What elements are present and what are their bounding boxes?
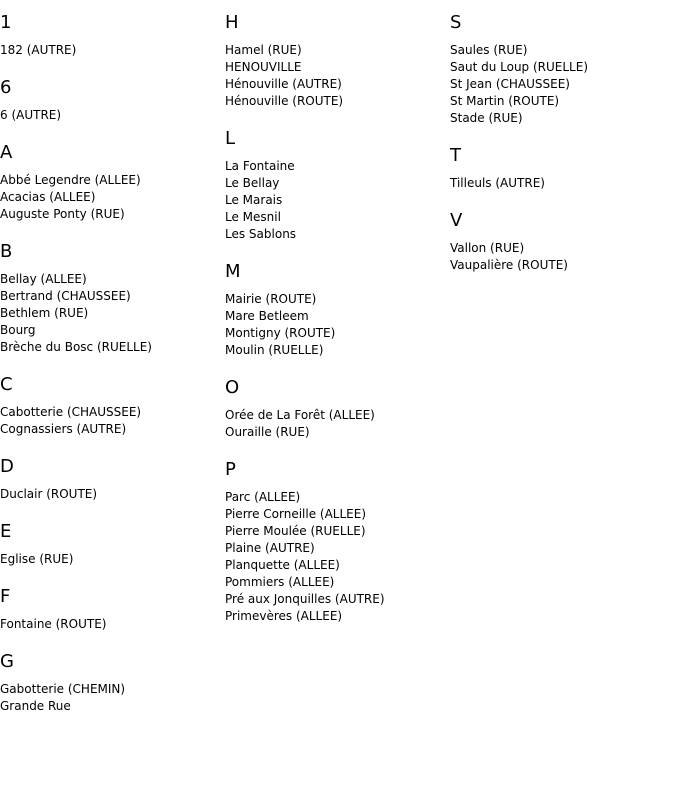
- street-link[interactable]: Planquette (ALLEE): [225, 558, 340, 572]
- street-link[interactable]: Hénouville (ROUTE): [225, 94, 344, 108]
- letter-group: [450, 145, 672, 192]
- street-link[interactable]: Vallon (RUE): [450, 241, 525, 255]
- letter-group: [225, 261, 447, 359]
- street-link[interactable]: Mare Betleem: [225, 309, 309, 323]
- street-link[interactable]: Duclair (ROUTE): [0, 487, 98, 501]
- street-link[interactable]: St Jean (CHAUSSEE): [450, 77, 570, 91]
- street-link[interactable]: Le Marais: [225, 193, 283, 207]
- street-list: [450, 42, 672, 127]
- letter-group: [0, 12, 222, 59]
- street-link[interactable]: Bethlem (RUE): [0, 306, 89, 320]
- letter-heading: A: [0, 142, 13, 163]
- street-link[interactable]: Cabotterie (CHAUSSEE): [0, 405, 142, 419]
- letter-heading: C: [0, 374, 13, 395]
- street-list: [450, 175, 672, 192]
- street-link[interactable]: Mairie (ROUTE): [225, 292, 317, 306]
- letter-heading: T: [450, 145, 461, 166]
- street-link[interactable]: Primevères (ALLEE): [225, 609, 343, 623]
- street-list: [0, 616, 222, 633]
- street-link[interactable]: Orée de La Forêt (ALLEE): [225, 408, 375, 422]
- street-link[interactable]: Hamel (RUE): [225, 43, 302, 57]
- street-link[interactable]: Auguste Ponty (RUE): [0, 207, 125, 221]
- street-link[interactable]: Moulin (RUELLE): [225, 343, 324, 357]
- street-link[interactable]: Les Sablons: [225, 227, 297, 241]
- letter-group: [225, 128, 447, 243]
- street-list: [225, 407, 447, 441]
- letter-heading: L: [225, 128, 236, 149]
- street-list: [0, 681, 222, 715]
- street-link[interactable]: Bourg: [0, 323, 36, 337]
- letter-heading: E: [0, 521, 12, 542]
- street-link[interactable]: Acacias (ALLEE): [0, 190, 96, 204]
- letter-group: [225, 459, 447, 625]
- street-link[interactable]: Parc (ALLEE): [225, 490, 301, 504]
- letter-heading: G: [0, 651, 14, 672]
- street-link[interactable]: Bellay (ALLEE): [0, 272, 87, 286]
- street-list: [225, 42, 447, 110]
- street-link[interactable]: Pierre Corneille (ALLEE): [225, 507, 367, 521]
- letter-heading: F: [0, 586, 11, 607]
- letter-heading: 6: [0, 77, 12, 98]
- letter-heading: H: [225, 12, 239, 33]
- street-link[interactable]: Pierre Moulée (RUELLE): [225, 524, 366, 538]
- street-list: [225, 489, 447, 625]
- street-link[interactable]: 182 (AUTRE): [0, 43, 77, 57]
- street-link[interactable]: Fontaine (ROUTE): [0, 617, 107, 631]
- street-link[interactable]: Ouraille (RUE): [225, 425, 310, 439]
- street-link[interactable]: Stade (RUE): [450, 111, 523, 125]
- street-link[interactable]: Pommiers (ALLEE): [225, 575, 335, 589]
- street-link[interactable]: Abbé Legendre (ALLEE): [0, 173, 141, 187]
- letter-group: [0, 241, 222, 356]
- letter-heading: V: [450, 210, 463, 231]
- street-link[interactable]: Le Bellay: [225, 176, 280, 190]
- letter-group: [450, 12, 672, 127]
- street-list: [225, 291, 447, 359]
- letter-group: [0, 142, 222, 223]
- street-link[interactable]: Bertrand (CHAUSSEE): [0, 289, 131, 303]
- street-link[interactable]: Le Mesnil: [225, 210, 281, 224]
- street-link[interactable]: Vaupalière (ROUTE): [450, 258, 568, 272]
- letter-group: [0, 521, 222, 568]
- letter-heading: O: [225, 377, 240, 398]
- street-link[interactable]: Gabotterie (CHEMIN): [0, 682, 126, 696]
- letter-heading: M: [225, 261, 241, 282]
- street-link[interactable]: Cognassiers (AUTRE): [0, 422, 127, 436]
- letter-group: [0, 77, 222, 124]
- street-list: [0, 486, 222, 503]
- street-link[interactable]: Eglise (RUE): [0, 552, 74, 566]
- street-link[interactable]: Grande Rue: [0, 699, 71, 713]
- street-link[interactable]: 6 (AUTRE): [0, 108, 62, 122]
- street-link[interactable]: Tilleuls (AUTRE): [450, 176, 545, 190]
- street-link[interactable]: St Martin (ROUTE): [450, 94, 560, 108]
- letter-heading: D: [0, 456, 14, 477]
- street-list: [450, 240, 672, 274]
- letter-group: [0, 586, 222, 633]
- street-list: [0, 172, 222, 223]
- street-index-column-3: [450, 12, 672, 292]
- letter-heading: 1: [0, 12, 12, 33]
- street-list: [0, 551, 222, 568]
- street-index-column-2: [225, 12, 447, 643]
- street-link[interactable]: Brèche du Bosc (RUELLE): [0, 340, 152, 354]
- street-index-column-1: [0, 12, 222, 733]
- letter-group: [225, 12, 447, 110]
- letter-heading: B: [0, 241, 13, 262]
- street-link[interactable]: Pré aux Jonquilles (AUTRE): [225, 592, 385, 606]
- letter-group: [450, 210, 672, 274]
- letter-heading: S: [450, 12, 462, 33]
- letter-group: [0, 374, 222, 438]
- letter-group: [225, 377, 447, 441]
- street-link[interactable]: Hénouville (AUTRE): [225, 77, 342, 91]
- letter-group: [0, 456, 222, 503]
- street-list: [0, 271, 222, 356]
- street-link[interactable]: Saules (RUE): [450, 43, 528, 57]
- street-link[interactable]: Montigny (ROUTE): [225, 326, 336, 340]
- letter-heading: P: [225, 459, 236, 480]
- street-link[interactable]: HENOUVILLE: [225, 60, 302, 74]
- street-link[interactable]: Plaine (AUTRE): [225, 541, 315, 555]
- street-list: [0, 42, 222, 59]
- street-list: [225, 158, 447, 243]
- street-list: [0, 107, 222, 124]
- street-list: [0, 404, 222, 438]
- letter-group: [0, 651, 222, 715]
- street-link[interactable]: Saut du Loup (RUELLE): [450, 60, 589, 74]
- street-link[interactable]: La Fontaine: [225, 159, 295, 173]
